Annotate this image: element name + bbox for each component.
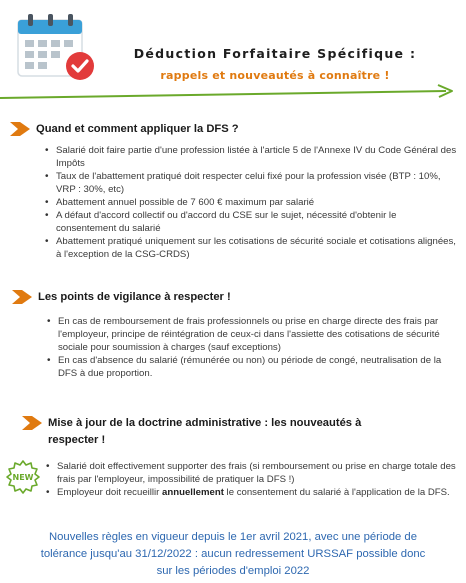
footer-line: Nouvelles règles en vigueur depuis le 1er avril 2021, avec une période de: [48, 531, 417, 543]
list-item-text: Employeur doit recueillir: [57, 487, 163, 498]
section-3-title-line1: Mise à jour de la doctrine administrative : les nouveautés à: [48, 417, 362, 429]
section-3-title-line2: respecter !: [48, 434, 106, 446]
chevron-right-icon: [12, 290, 32, 304]
header: [0, 0, 466, 100]
chevron-right-icon: [22, 416, 42, 430]
page-subtitle: rappels et nouveautés à connaître !: [160, 69, 390, 82]
section-3-header: [22, 415, 361, 449]
list-item: • Salarié doit effectivement supporter des frais (si remboursement ou prise en charge totale des frais par l'employeur, impossibilité de pratiquer la DFS !): [46, 460, 456, 486]
footer-line: tolérance jusqu'au 31/12/2022 : aucun redressement URSSAF possible donc: [40, 548, 426, 560]
footer-note: [0, 529, 466, 580]
chevron-right-icon: [10, 122, 30, 136]
new-badge-icon: [5, 459, 41, 495]
section-3-list: [46, 460, 456, 499]
list-item: • A défaut d'accord collectif ou d'accord du CSE sur le sujet, nécessité d'obtenir le consentement du salarié: [45, 209, 457, 235]
section-1-title: Quand et comment appliquer la DFS ?: [36, 123, 239, 135]
new-badge-label: NEW: [12, 473, 34, 482]
page-title: Déduction Forfaitaire Spécifique :: [133, 46, 417, 61]
section-1-list: [45, 144, 457, 261]
list-item: • En cas de remboursement de frais professionnels ou prise en charge directe des frais par l'employeur, principe de réintégration de ceux-ci dans l'assiette des cotisations de sécurité sociale pour soumission à charges (sauf exceptions): [47, 315, 449, 354]
section-1-header: [10, 121, 239, 138]
section-2-list: [47, 315, 449, 380]
list-item: • Abattement pratiqué uniquement sur les cotisations de sécurité sociale et cotisations alignées, à l'exception de la CSG-CRDS): [45, 235, 457, 261]
section-2-header: [12, 289, 231, 306]
section-3-title: [48, 415, 361, 449]
section-2-title: Les points de vigilance à respecter !: [38, 291, 231, 303]
calendar-check-icon: [14, 10, 98, 86]
list-item: • Taux de l'abattement pratiqué doit respecter celui fixé pour la profession visée (BTP : 10%, VRP : 30%, etc): [45, 170, 457, 196]
list-item: • En cas d'absence du salarié (rémunérée ou non) ou période de congé, neutralisation de la DFS à due proportion.: [47, 354, 449, 380]
emphasis-text: annuellement: [162, 487, 224, 498]
green-arrow-divider: [0, 82, 466, 102]
list-item: • Abattement annuel possible de 7 600 € maximum par salarié: [45, 196, 457, 209]
list-item: [46, 486, 456, 499]
list-item: • Salarié doit faire partie d'une profession listée à l'article 5 de l'Annexe IV du Code Général des Impôts: [45, 144, 457, 170]
footer-line: sur les périodes d'emploi 2022: [156, 565, 310, 577]
list-item-text: le consentement du salarié à l'application de la DFS.: [223, 487, 450, 498]
